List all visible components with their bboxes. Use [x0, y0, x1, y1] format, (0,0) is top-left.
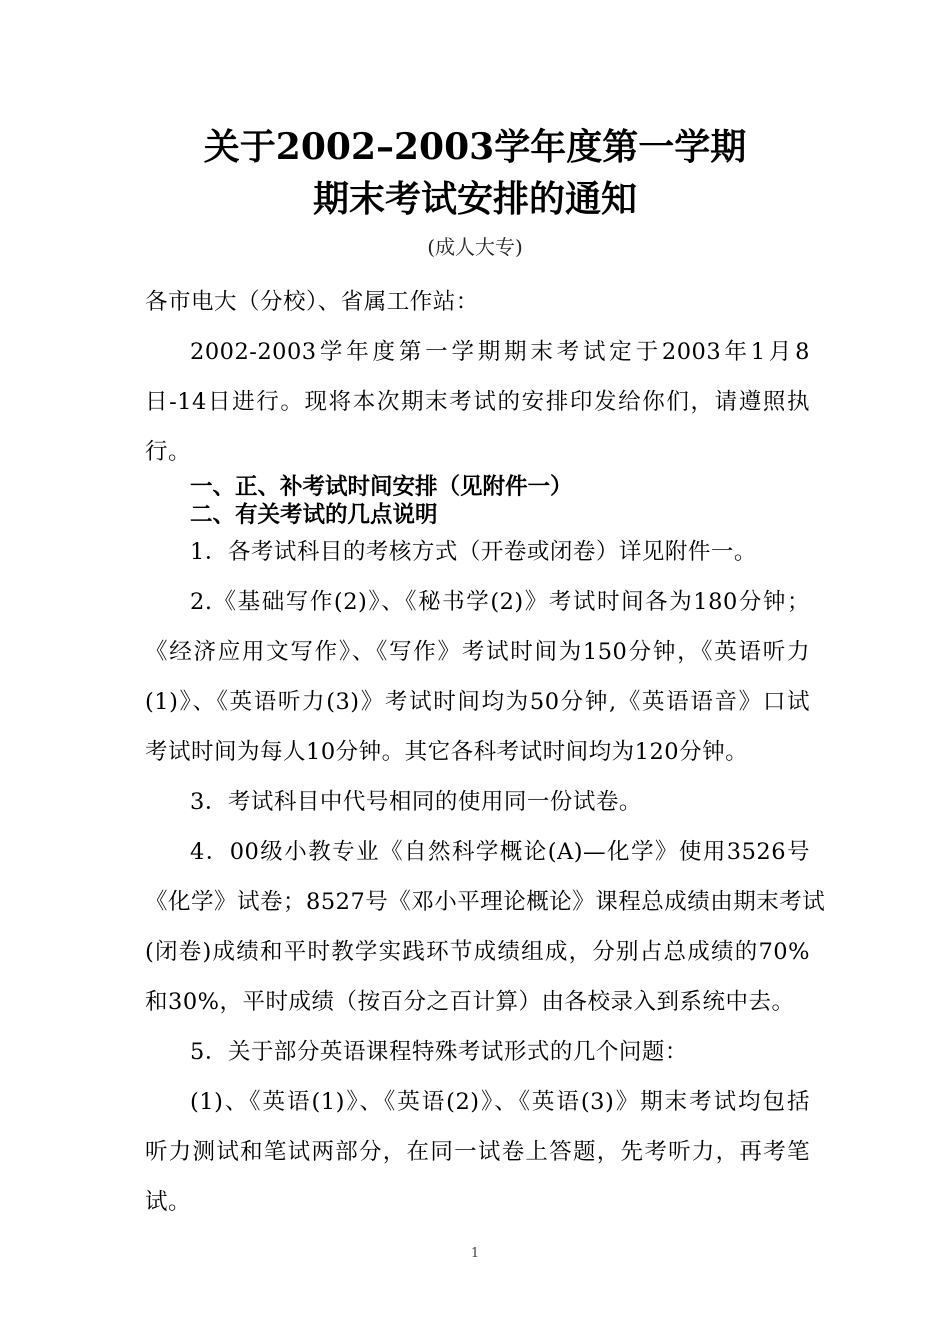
item-5-1-line-1: (1)、《英语(1)》、《英语(2)》、《英语(3)》期末考试均包括: [190, 1089, 810, 1115]
intro-line-2: 日-14日进行。现将本次期末考试的安排印发给你们，请遵照执: [145, 389, 810, 415]
item-4-line-1: 4．00级小教专业《自然科学概论(A)—化学》使用3526号: [190, 839, 810, 865]
intro-line-1: 2002-2003学年度第一学期期末考试定于2003年1月8: [190, 339, 810, 365]
section-heading-2: 二、有关考试的几点说明: [190, 502, 438, 528]
item-4-line-3: (闭卷)成绩和平时教学实践环节成绩组成，分别占总成绩的70%: [145, 939, 810, 965]
document-subtitle: (成人大专): [427, 235, 523, 259]
item-5-1-line-2: 听力测试和笔试两部分，在同一试卷上答题，先考听力，再考笔: [145, 1139, 810, 1165]
item-4-line-2: 《化学》试卷；8527号《邓小平理论概论》课程总成绩由期末考试: [145, 889, 826, 915]
document-title-line-1: 关于2002–2003学年度第一学期: [203, 126, 747, 168]
item-2-line-3: (1)》、《英语听力(3)》考试时间均为50分钟,《英语语音》口试: [145, 689, 810, 715]
item-2-line-2: 《经济应用文写作》、《写作》考试时间为150分钟，《英语听力: [145, 639, 810, 665]
section-heading-1: 一、正、补考试时间安排（见附件一）: [190, 474, 573, 500]
intro-line-3: 行。: [145, 439, 192, 465]
page-number: 1: [470, 1246, 480, 1261]
item-2-line-1: 2.《基础写作(2)》、《秘书学(2)》考试时间各为180分钟；: [190, 589, 810, 615]
item-5: 5．关于部分英语课程特殊考试形式的几个问题：: [190, 1039, 688, 1065]
salutation: 各市电大（分校）、省属工作站：: [145, 289, 479, 315]
document-title-line-2: 期末考试安排的通知: [312, 178, 637, 220]
item-3: 3．考试科目中代号相同的使用同一份试卷。: [190, 789, 642, 815]
item-4-line-4: 和30%，平时成绩（按百分之百计算）由各校录入到系统中去。: [145, 989, 795, 1015]
item-5-1-line-3: 试。: [145, 1189, 192, 1215]
item-2-line-4: 考试时间为每人10分钟。其它各科考试时间均为120分钟。: [145, 739, 749, 765]
item-1: 1．各考试科目的考核方式（开卷或闭卷）详见附件一。: [190, 539, 757, 565]
